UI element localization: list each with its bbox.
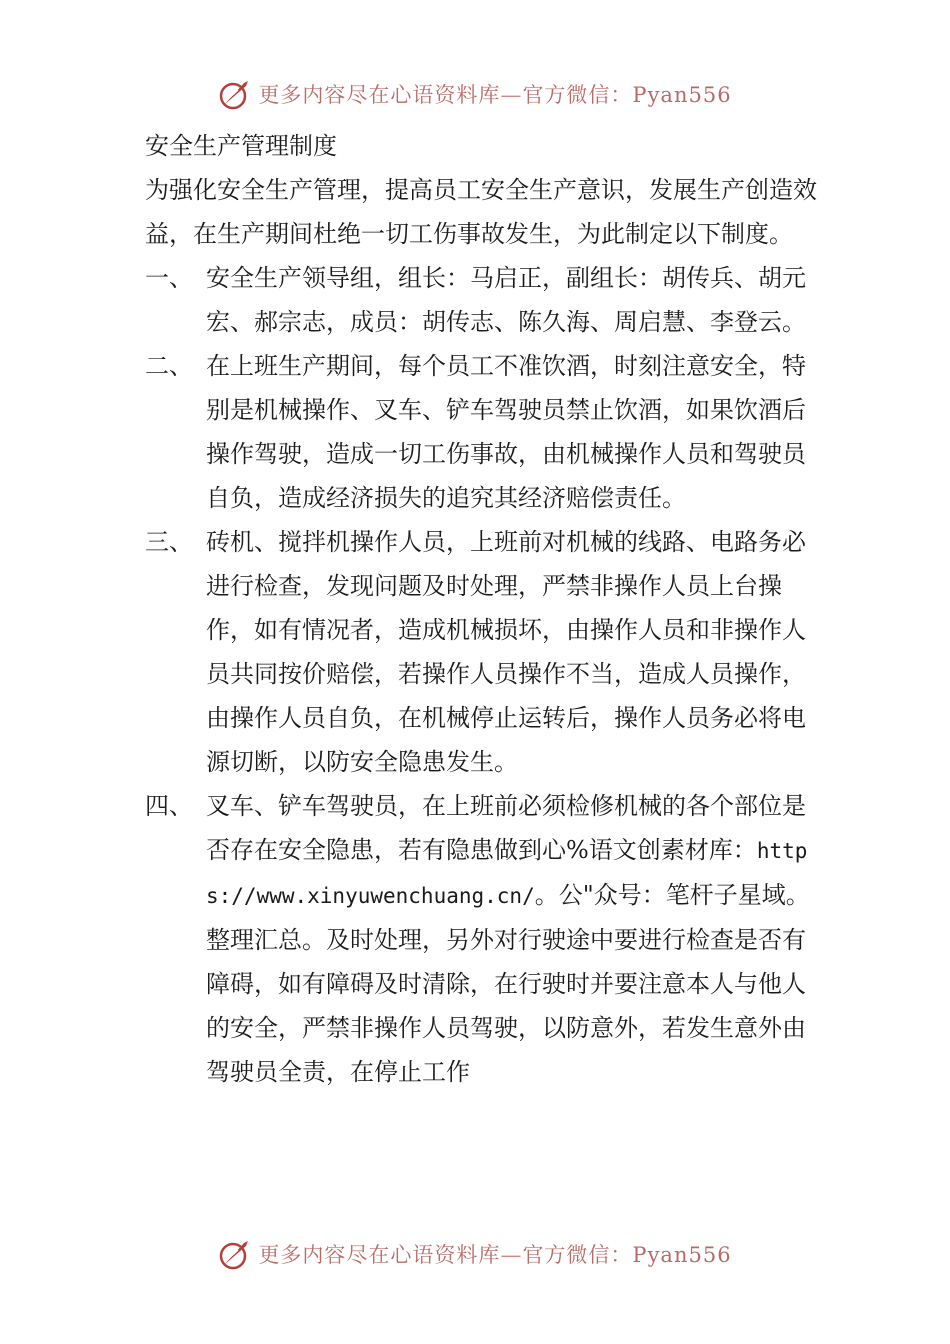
item-text: 在上班生产期间，每个员工不准饮酒，时刻注意安全，特别是机械操作、叉车、铲车驾驶员禁止饮酒，如果饮酒后操作驾驶，造成一切工伤事故，由机械操作人员和驾驶员自负，造成经济损失的追究其经济赔偿责任。 <box>206 352 806 512</box>
website-link[interactable]: https://www.xinyuwenchuang.cn/ <box>206 839 808 908</box>
item-text: 叉车、铲车驾驶员，在上班前必须检修机械的各个部位是否存在安全隐患，若有隐患做到心%语文创素材库：https://www.xinyuwenchuang.cn/。公"众号：笔杆子星域。整理汇总。及时处理，另外对行驶途中要进行检查是否有障碍，如有障碍及时清除，在行驶时并要注意本人与他人的安全，严禁非操作人员驾驶，以防意外，若发生意外由驾驶员全责，在停止工作 <box>206 792 810 1086</box>
header-banner <box>0 74 950 114</box>
item-number: 一、 <box>145 264 193 292</box>
list-item <box>145 520 825 784</box>
document-title: 安全生产管理制度 <box>145 132 337 160</box>
item-number: 二、 <box>145 352 193 380</box>
banner-text: 更多内容尽在心语资料库—官方微信：Pyan556 <box>258 83 732 107</box>
quill-logo-icon <box>218 77 252 111</box>
list-item <box>145 344 825 520</box>
list-item <box>145 784 825 1094</box>
item-text: 砖机、搅拌机操作人员，上班前对机械的线路、电路务必进行检查，发现问题及时处理，严禁非操作人员上台操作，如有情况者，造成机械损坏，由操作人员和非操作人员共同按价赔偿，若操作人员操作不当，造成人员操作，由操作人员自负，在机械停止运转后，操作人员务必将电源切断，以防安全隐患发生。 <box>206 528 806 776</box>
list-item <box>145 256 825 344</box>
footer-banner <box>0 1234 950 1274</box>
item-text: 安全生产领导组，组长：马启正，副组长：胡传兵、胡元宏、郝宗志，成员：胡传志、陈久海、周启慧、李登云。 <box>206 264 806 336</box>
item-number: 四、 <box>145 792 193 820</box>
quill-logo-icon <box>218 1237 252 1271</box>
intro-paragraph: 为强化安全生产管理，提高员工安全生产意识，发展生产创造效益，在生产期间杜绝一切工伤事故发生，为此制定以下制度。 <box>145 176 817 248</box>
banner-text: 更多内容尽在心语资料库—官方微信：Pyan556 <box>258 1243 732 1267</box>
document-body <box>145 124 825 1094</box>
item-number: 三、 <box>145 528 193 556</box>
